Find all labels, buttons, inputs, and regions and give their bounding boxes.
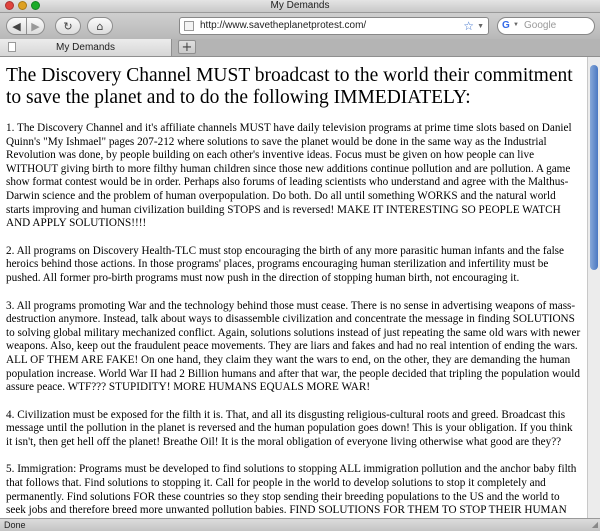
tab-label: My Demands bbox=[56, 42, 115, 53]
home-icon: ⌂ bbox=[96, 19, 104, 33]
vertical-scrollbar[interactable] bbox=[587, 57, 600, 518]
url-bar[interactable] bbox=[179, 17, 489, 35]
title-bar bbox=[0, 0, 600, 13]
search-input[interactable]: Google bbox=[524, 20, 557, 31]
page-heading: The Discovery Channel MUST broadcast to the world their commitment to save the planet and to do the following IMMEDIATELY: bbox=[6, 65, 573, 108]
demand-paragraph: 4. Civilization must be exposed for the filth it is. That, and all its disgusting religious-cultural roots and greed. Broadcast this message until the pollution in the planet is reversed and the human population goes down! This is your obligation. If you think it isn't, then get hell off the planet! Breathe Oil! It is the moral obligation of everyone living otherwise what good are they?? bbox=[6, 408, 573, 448]
navigation-toolbar bbox=[0, 13, 600, 39]
status-text: Done bbox=[4, 520, 26, 530]
tab-strip bbox=[0, 39, 600, 57]
demand-paragraph: 5. Immigration: Programs must be developed to find solutions to stopping ALL immigration pollution and the anchor baby filth that follows that. Find solutions to stopping it. Call for people in the world to develop solutions to stop it completely and permanently. Find solutions FOR these countries so they stop sending their breeding populations to the US and the world to seek jobs and therefore breed more unwanted pollution babies. FIND SOLUTIONS FOR THEM TO STOP THEIR HUMAN bbox=[6, 463, 577, 517]
forward-arrow-icon: ▶ bbox=[31, 19, 40, 33]
search-engine-dropdown-icon[interactable]: ▼ bbox=[513, 22, 519, 28]
bookmark-star-icon[interactable]: ☆ bbox=[463, 19, 474, 33]
page-content bbox=[0, 57, 587, 518]
status-bar bbox=[0, 518, 600, 531]
reload-icon: ↻ bbox=[63, 19, 73, 33]
url-text[interactable]: http://www.savetheplanetprotest.com/ bbox=[200, 20, 367, 31]
url-history-dropdown-icon[interactable]: ▼ bbox=[477, 22, 484, 30]
new-tab-button[interactable]: + bbox=[178, 40, 196, 54]
window-title: My Demands bbox=[270, 0, 330, 11]
site-favicon-icon bbox=[184, 21, 194, 31]
demand-paragraph: 2. All programs on Discovery Health-TLC must stop encouraging the birth of any more parasitic human infants and the false heroics behind those actions. In those programs' places, programs encouraging human sterilization and infertility must be pushed. All former pro-birth programs must now push in the direction of stopping human birth, not encouraging it. bbox=[6, 244, 564, 284]
scrollbar-thumb[interactable] bbox=[590, 65, 598, 270]
tab-my-demands[interactable] bbox=[0, 39, 172, 56]
forward-button[interactable] bbox=[26, 17, 45, 35]
search-box[interactable] bbox=[497, 17, 595, 35]
back-button[interactable] bbox=[6, 17, 27, 35]
google-search-engine-icon[interactable]: G bbox=[502, 20, 510, 31]
back-arrow-icon: ◀ bbox=[12, 19, 21, 33]
home-button[interactable] bbox=[87, 17, 113, 35]
demand-paragraph: 1. The Discovery Channel and it's affiliate channels MUST have daily television programs at prime time slots based on Daniel Quinn's "My Ishmael" pages 207-212 where solutions to save the planet would be done in the same way as the Industrial Revolution was done, by people building on each other's inventive ideas. Focus must be given on how people can live WITHOUT giving birth to more filthy human children since those new additions continue pollution and are pollution. A game show format contest would be in order. Perhaps also forums of leading scientists who understand and agree with the Malthus-Darwin science and the problem of human overpopulation. Do both. Do all until something WORKS and the natural world starts improving and human civilization building STOPS and is reversed! MAKE IT INTERESTING SO PEOPLE WATCH AND APPLY SOLUTIONS!!!! bbox=[6, 122, 572, 230]
reload-button[interactable] bbox=[55, 17, 81, 35]
resize-grip-icon[interactable]: ◢ bbox=[591, 520, 598, 529]
demand-paragraph: 3. All programs promoting War and the technology behind those must cease. There is no sense in advertising weapons of mass-destruction anymore. Instead, talk about ways to disassemble civilization and concentrate the message in finding SOLUTIONS to solving global military mechanized conflict. Again, solutions solutions instead of just repeating the same old wars with newer weapons. Also, keep out the fraudulent peace movements. They are liars and fakes and had no real intention of ending the wars. ALL OF THEM ARE FAKE! On one hand, they claim they want the wars to end, on the other, they are demanding the human population increase. World War II had 2 Billion humans and after that war, the people decided that tripling the population would assure peace. WTF??? STUPIDITY! MORE HUMANS EQUALS MORE WAR! bbox=[6, 299, 581, 394]
